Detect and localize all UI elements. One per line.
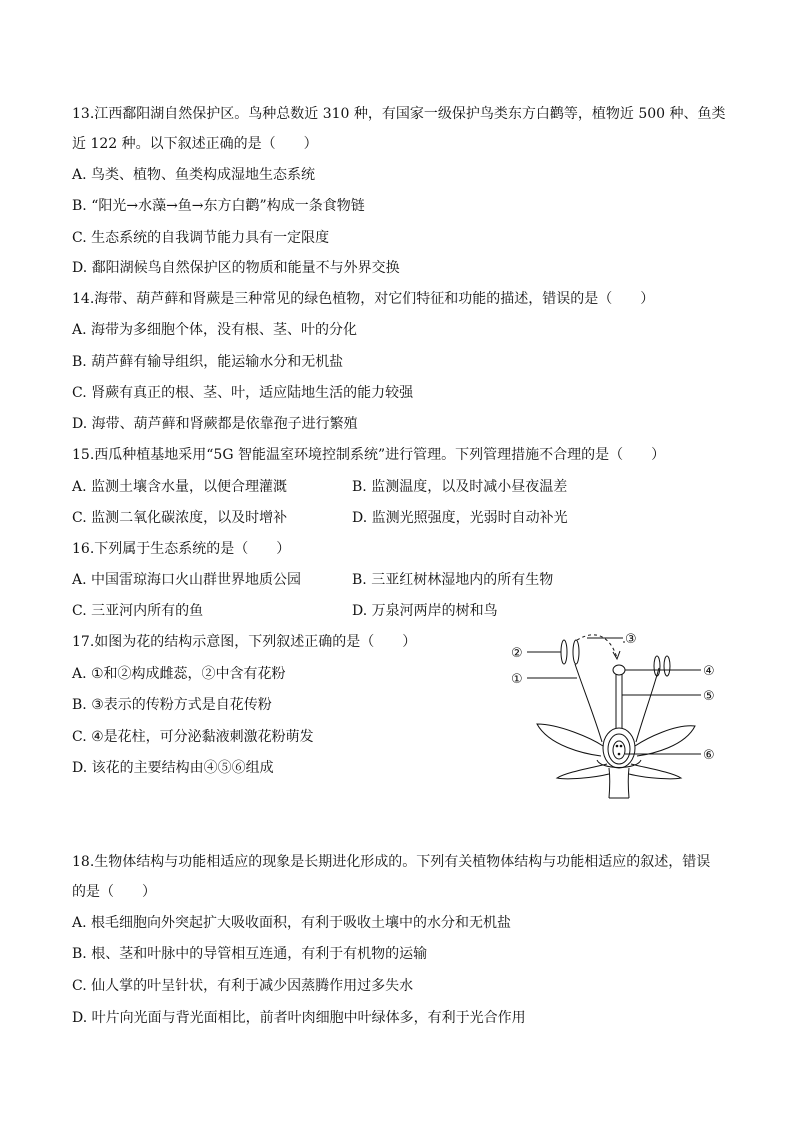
question-14-option-c: C. 肾蕨有真正的根、茎、叶，适应陆地生活的能力较强 [72, 385, 414, 401]
question-13-option-d: D. 鄱阳湖候鸟自然保护区的物质和能量不与外界交换 [72, 260, 400, 276]
question-16-option-d: D. 万泉河两岸的树和鸟 [352, 603, 498, 619]
question-14-option-d: D. 海带、葫芦藓和肾蕨都是依靠孢子进行繁殖 [72, 416, 358, 432]
question-16-stem-line-1: 16.下列属于生态系统的是（ ） [72, 541, 291, 557]
filament-right [636, 668, 659, 742]
question-18-option-a: A. 根毛细胞向外突起扩大吸收面积，有利于吸收土壤中的水分和无机盐 [72, 915, 512, 931]
stigma [613, 665, 625, 675]
question-18-stem-line-2: 的是（ ） [72, 884, 156, 900]
flower-stem [609, 768, 610, 798]
question-17-option-a: A. ①和②构成雌蕊，②中含有花粉 [72, 666, 286, 682]
question-17-option-c: C. ④是花柱，可分泌黏液刺激花粉萌发 [72, 729, 314, 745]
question-17-option-d: D. 该花的主要结构由④⑤⑥组成 [72, 760, 274, 776]
question-16-option-c: C. 三亚河内所有的鱼 [72, 603, 204, 619]
question-13-option-b: B. “阳光→水藻→鱼→东方白鹳”构成一条食物链 [72, 198, 365, 214]
ovule-dot-c [618, 753, 621, 756]
diagram-label-3: ③ [625, 632, 637, 647]
question-18-stem-line-1: 18.生物体结构与功能相适应的现象是长期进化形成的。下列有关植物体结构与功能相适应的叙述，错误 [72, 854, 711, 870]
question-13-option-c: C. 生态系统的自我调节能力具有一定限度 [72, 230, 330, 246]
question-16-option-b: B. 三亚红树林湿地内的所有生物 [352, 572, 554, 588]
question-13-stem-line-2: 近 122 种。以下叙述正确的是（ ） [72, 136, 318, 152]
diagram-label-6: ⑥ [703, 748, 715, 763]
question-14-stem-line-1: 14.海带、葫芦藓和肾蕨是三种常见的绿色植物，对它们特征和功能的描述，错误的是（ ） [72, 291, 655, 307]
question-18-option-c: C. 仙人掌的叶呈针状，有利于减少因蒸腾作用过多失水 [72, 978, 414, 994]
question-18-option-d: D. 叶片向光面与背光面相比，前者叶肉细胞中叶绿体多，有利于光合作用 [72, 1010, 526, 1026]
diagram-label-1: ① [511, 672, 523, 687]
question-15-option-a: A. 监测土壤含水量，以便合理灌溉 [72, 479, 288, 495]
question-17-stem-line-1: 17.如图为花的结构示意图，下列叙述正确的是（ ） [72, 634, 417, 650]
sepal-right [629, 764, 681, 779]
anther-right-b [664, 656, 670, 676]
ovule-dot-a [616, 745, 619, 748]
ovule [613, 741, 625, 759]
question-15-option-d: D. 监测光照强度，光弱时自动补光 [352, 510, 568, 526]
flower-structure-diagram [505, 628, 725, 804]
question-15-stem-line-1: 15.西瓜种植基地采用“5G 智能温室环境控制系统”进行管理。下列管理措施不合理的是（ ） [72, 447, 666, 463]
question-15-option-b: B. 监测温度，以及时减小昼夜温差 [352, 479, 568, 495]
question-14-option-a: A. 海带为多细胞个体，没有根、茎、叶的分化 [72, 322, 358, 338]
ovule-dot-b [620, 745, 623, 748]
diagram-label-2: ② [511, 646, 523, 661]
diagram-label-4: ④ [703, 664, 715, 679]
anther-right-a [654, 656, 660, 676]
question-13-option-a: A. 鸟类、植物、鱼类构成湿地生态系统 [72, 167, 316, 183]
anther-left-a [561, 640, 567, 664]
filament-left [575, 664, 602, 742]
question-16-option-a: A. 中国雷琼海口火山群世界地质公园 [72, 572, 302, 588]
sepal-left [557, 764, 609, 779]
question-18-option-b: B. 根、茎和叶脉中的导管相互连通，有利于有机物的运输 [72, 946, 428, 962]
question-15-option-c: C. 监测二氧化碳浓度，以及时增补 [72, 510, 288, 526]
petal-right [635, 726, 695, 756]
question-17-option-b: B. ③表示的传粉方式是自花传粉 [72, 697, 272, 713]
flower-diagram-svg [505, 628, 725, 804]
style [616, 674, 622, 728]
diagram-label-5: ⑤ [703, 689, 715, 704]
flower-stem-right [628, 768, 629, 798]
question-13-stem-line-1: 13.江西鄱阳湖自然保护区。鸟种总数近 310 种，有国家一级保护鸟类东方白鹳等，植物近 500 种、鱼类 [72, 106, 726, 122]
anther-left-b [573, 640, 579, 664]
question-14-option-b: B. 葫芦藓有输导组织，能运输水分和无机盐 [72, 354, 344, 370]
petal-left [537, 724, 603, 756]
